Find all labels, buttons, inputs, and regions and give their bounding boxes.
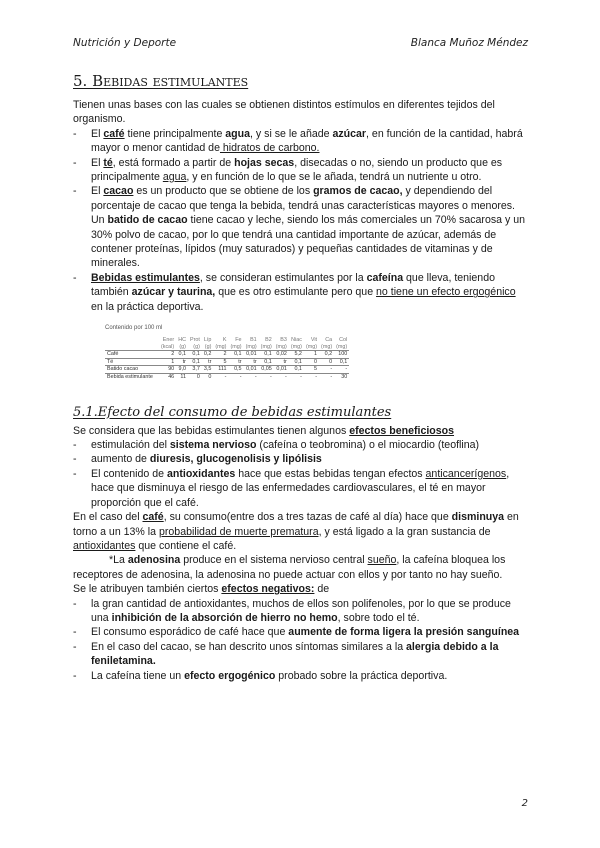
table-cell: - [334,366,349,374]
table-cell: 1 [159,358,176,366]
table-header-cell [105,344,159,351]
table-cell: 0,1 [188,358,202,366]
table-cell: tr [244,358,259,366]
table-header-cell: (mg) [260,343,272,350]
table-cell: 0,1 [259,351,274,359]
table-cell: - [213,374,228,381]
section-5-title: 5. Bebidas estimulantes [73,72,249,90]
table-cell: 30 [334,374,349,381]
table-header-cell: (mg) [305,343,318,350]
table-header-cell: Col [339,337,348,344]
section-5-1-title: 5.1.Efecto del consumo de bebidas estimulantes [73,404,392,420]
table-cell: tr [228,358,243,366]
cafe-paragraph: En el caso del café, su consumo(entre dos a tres tazas de café al día) hace que disminuya en torno a un 13% la probabilidad de muerte prematura, y está ligado a la gran sustancia de antioxidantes que contiene el café. [73,511,519,552]
benefits-list [73,438,529,510]
table-header-cell: Ener [162,337,175,344]
negative-item: - La cafeína tiene un efecto ergogénico probado sobre la práctica deportiva. [73,669,529,683]
negatives-intro: Se le atribuyen también ciertos efectos negativos: de [73,583,330,596]
table-cell: 0,1 [176,351,188,359]
page-content [73,72,529,683]
nutrition-table [105,337,349,381]
table-cell: Café [105,351,159,359]
table-cell: - [274,374,289,381]
table-cell: 0 [188,374,202,381]
table-cell: 5,2 [289,351,304,359]
table-cell: tr [176,358,188,366]
table-cell: 2 [159,351,176,359]
table-header-cell: Niac [291,337,302,344]
table-cell: 9,0 [176,366,188,374]
table-cell: - [319,374,334,381]
header-left: Nutrición y Deporte [73,37,177,49]
table-header-cell: (kcal) [161,343,175,350]
table-cell: 46 [159,374,176,381]
negative-item: - El consumo esporádico de café hace que aumente de forma ligera la presión sanguínea [73,625,529,639]
page-number: 2 [521,798,528,809]
table-cell: tr [274,358,289,366]
table-cell: tr [202,358,214,366]
table-header-cell: (g) [193,343,200,350]
table-cell: 0,5 [228,366,243,374]
table-row [105,351,349,359]
table-header-cell: B2 [265,337,272,344]
table-header-row [105,337,349,344]
table-header-cell: (mg) [215,343,227,350]
negative-item: - En el caso del cacao, se han descrito unos síntomas similares a la alergia debido a la feniletamina. [73,640,529,669]
table-cell: 0,2 [203,351,212,358]
benefit-item: - estimulación del sistema nervioso (cafeína o teobromina) o el miocardio (teoflina) [73,438,529,452]
table-row [105,358,349,366]
table-cell: Té [105,358,159,366]
table-cell: - [228,374,243,381]
table-cell: 0,01 [274,366,289,374]
table-header-cell: (mg) [275,343,287,350]
list-item-cacao: - El cacao es un producto que se obtiene de los gramos de cacao, y dependiendo del porcentaje de cacao que tenga la bebida, tendrá unas características mayores o menores. Un batido de cacao tiene cacao y leche, siendo los más comerciales un 70% sacarosa y un 30% polvo de cacao, por lo que tendrá una cantidad importante de azúcar, además de contener proteínas, lípidos (muy saturados) y pequeñas cantidades de vitaminas y de minerales. [73,184,529,270]
table-cell: 0 [304,358,319,366]
table-cell: 3,5 [203,366,212,373]
table-header-row [105,344,349,351]
list-item-te: - El té, está formado a partir de hojas secas, disecadas o no, siendo un producto que es principalmente agua, y en función de lo que se le añada, tendrá un nutriente u otro. [73,156,529,185]
table-cell: 0,01 [244,366,259,374]
header-right: Blanca Muñoz Méndez [410,37,528,49]
table-header-cell: Vit [310,337,318,344]
table-cell: 2 [213,351,228,359]
list-item-cafe: - El café tiene principalmente agua, y si se le añade azúcar, en función de la cantidad, habrá mayor o menor cantidad de hidratos de carbono. [73,127,529,156]
table-cell: 5 [213,358,228,366]
table-cell: 1 [304,351,319,359]
beverages-list [73,127,529,314]
table-header-cell: (mg) [290,343,302,350]
table-header-cell: Prot [189,337,200,344]
table-header-cell: Líp [203,337,212,344]
table-header-cell: B1 [250,337,257,344]
table-cell: 0,01 [244,351,259,359]
table-cell: 0,02 [274,351,289,359]
table-header-cell: B3 [280,337,287,344]
benefit-item: - aumento de diuresis, glucogenolisis y lipólisis [73,452,529,466]
table-cell: 100 [334,351,349,359]
negative-item: - la gran cantidad de antioxidantes, muchos de ellos son polifenoles, por lo que se produce una inhibición de la absorción de hierro no hemo, sobre todo el té. [73,597,529,626]
table-header-cell: (g) [204,343,212,350]
table-cell: 0,05 [259,366,274,374]
table-header-cell: (mg) [321,343,333,350]
table-cell: 0 [202,374,214,381]
benefit-item: - El contenido de antioxidantes hace que estas bebidas tengan efectos anticancerígenos, hace que disminuya el riesgo de las enfermedades cardiovasculares, el té en mayor proporción que el café. [73,467,529,510]
table-header-cell [105,337,159,344]
table-cell: 0,1 [289,366,304,374]
benefits-intro: Se considera que las bebidas estimulantes tienen algunos efectos beneficiosos [73,424,455,437]
table-cell: - [244,374,259,381]
table-cell: 111 [213,366,228,374]
list-item-bebidas-estimulantes: - Bebidas estimulantes, se consideran estimulantes por la cafeína que lleva, teniendo también azúcar y taurina, que es otro estimulante pero que no tiene un efecto ergogénico en la práctica deportiva. [73,271,529,314]
table-header-cell: (g) [179,343,186,350]
table-cell: - [259,374,274,381]
table-cell: 0 [319,358,334,366]
table-header-cell: HC [178,337,186,344]
table-cell: - [304,374,319,381]
table-header-cell: (mg) [245,343,257,350]
table-cell: 0,1 [259,358,274,366]
section-5-intro: Tienen unas bases con las cuales se obtienen distintos estímulos en diferentes tejidos del organismo. [73,99,495,126]
table-cell: 5 [304,366,319,374]
table-cell: 0,1 [188,351,202,359]
table-cell: 0,1 [228,351,243,359]
negatives-list [73,597,529,683]
table-header-cell: (mg) [230,343,242,350]
table-header-cell: K [222,337,227,344]
table-caption: Contenido por 100 ml [105,325,163,332]
table-header-cell: Ca [325,337,333,344]
table-cell: 90 [159,366,176,374]
table-cell: 3,7 [188,366,202,374]
nutrition-table-block [105,324,465,381]
table-header-cell: (mg) [336,343,348,350]
table-cell: Bebida estimulante [105,374,159,381]
table-cell: - [289,374,304,381]
table-cell: 0,2 [319,351,334,359]
table-cell: 0,1 [289,358,304,366]
table-header-cell: Fe [235,337,242,344]
table-cell: Batido cacao [105,366,159,374]
table-cell: 11 [176,374,188,381]
table-row [105,366,349,374]
adenosina-paragraph: *La adenosina produce en el sistema nervioso central sueño, la cafeína bloquea los receptores de adenosina, la adenosina no puede actuar con ellos y por tanto no hay sueño. [73,554,506,581]
table-row [105,374,349,381]
table-cell: 0,1 [334,358,349,366]
table-cell: - [319,366,334,374]
